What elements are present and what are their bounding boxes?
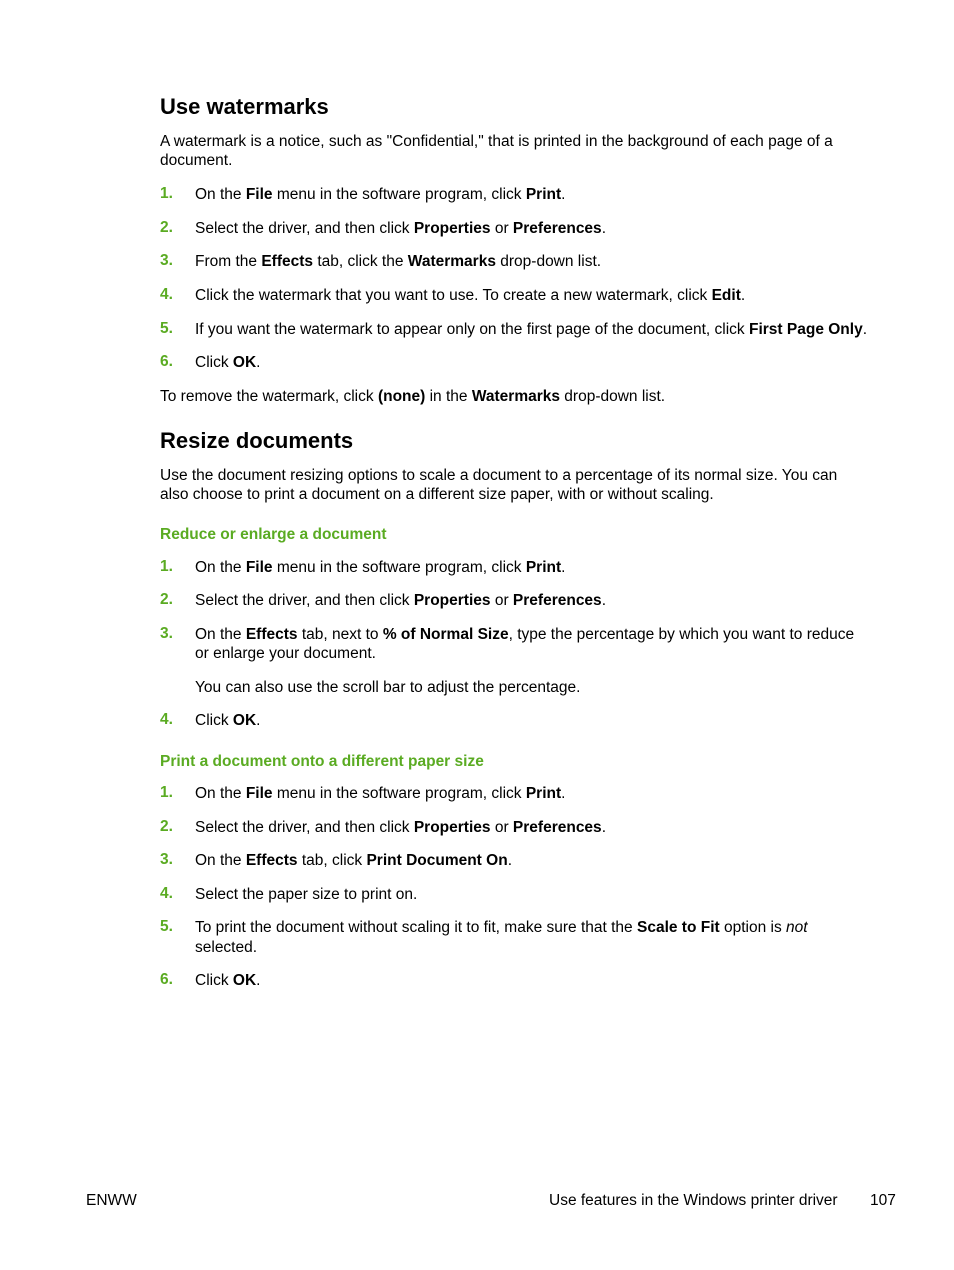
watermarks-intro-line1: A watermark is a notice, such as "Confidential," that is printed in the background of each page of a xyxy=(160,133,833,150)
step-number: 6. xyxy=(160,971,173,988)
step-number: 3. xyxy=(160,625,173,642)
section-heading-resize: Resize documents xyxy=(160,428,354,453)
step-number: 2. xyxy=(160,818,173,835)
step-text: Click OK. xyxy=(195,972,261,989)
step-text-continued: selected. xyxy=(195,939,258,956)
step-text: On the File menu in the software program, click Print. xyxy=(195,559,566,576)
step-note: You can also use the scroll bar to adjust the percentage. xyxy=(195,679,581,696)
step-number: 5. xyxy=(160,918,173,935)
step-text: On the File menu in the software program, click Print. xyxy=(195,785,566,802)
step-number: 4. xyxy=(160,286,173,303)
step-text: If you want the watermark to appear only on the first page of the document, click First Page Only. xyxy=(195,321,868,338)
step-text: Select the driver, and then click Properties or Preferences. xyxy=(195,220,606,237)
resize-intro-line1: Use the document resizing options to scale a document to a percentage of its normal size. You can xyxy=(160,467,838,484)
step-text: On the Effects tab, next to % of Normal Size, type the percentage by which you want to reduce xyxy=(195,626,855,643)
step-number: 6. xyxy=(160,353,173,370)
step-text: Select the driver, and then click Properties or Preferences. xyxy=(195,592,606,609)
watermarks-intro-line2: document. xyxy=(160,152,233,169)
subsection-heading-paper: Print a document onto a different paper size xyxy=(160,753,484,770)
footer-left: ENWW xyxy=(86,1192,137,1209)
step-number: 1. xyxy=(160,784,173,801)
step-number: 1. xyxy=(160,185,173,202)
step-number: 2. xyxy=(160,219,173,236)
step-text: Select the driver, and then click Properties or Preferences. xyxy=(195,819,606,836)
step-text: To print the document without scaling it to fit, make sure that the Scale to Fit option is not xyxy=(195,919,808,936)
step-text: Click OK. xyxy=(195,712,261,729)
step-text: On the File menu in the software program, click Print. xyxy=(195,186,566,203)
section-heading-watermarks: Use watermarks xyxy=(160,94,329,119)
step-number: 3. xyxy=(160,252,173,269)
step-number: 1. xyxy=(160,558,173,575)
page-number: 107 xyxy=(870,1192,896,1209)
footer-title: Use features in the Windows printer driver xyxy=(549,1192,838,1209)
step-text: Click the watermark that you want to use. To create a new watermark, click Edit. xyxy=(195,287,746,304)
resize-intro-line2: also choose to print a document on a different size paper, with or without scaling. xyxy=(160,486,714,503)
step-text: From the Effects tab, click the Watermarks drop-down list. xyxy=(195,253,602,270)
step-text: On the Effects tab, click Print Document On. xyxy=(195,852,512,869)
step-number: 3. xyxy=(160,851,173,868)
step-number: 5. xyxy=(160,320,173,337)
step-number: 4. xyxy=(160,885,173,902)
step-text: Click OK. xyxy=(195,354,261,371)
watermarks-remove-note: To remove the watermark, click (none) in the Watermarks drop-down list. xyxy=(160,388,666,405)
step-number: 4. xyxy=(160,711,173,728)
step-text-continued: or enlarge your document. xyxy=(195,645,376,662)
step-text: Select the paper size to print on. xyxy=(195,886,418,903)
subsection-heading-reduce: Reduce or enlarge a document xyxy=(160,526,387,543)
step-number: 2. xyxy=(160,591,173,608)
